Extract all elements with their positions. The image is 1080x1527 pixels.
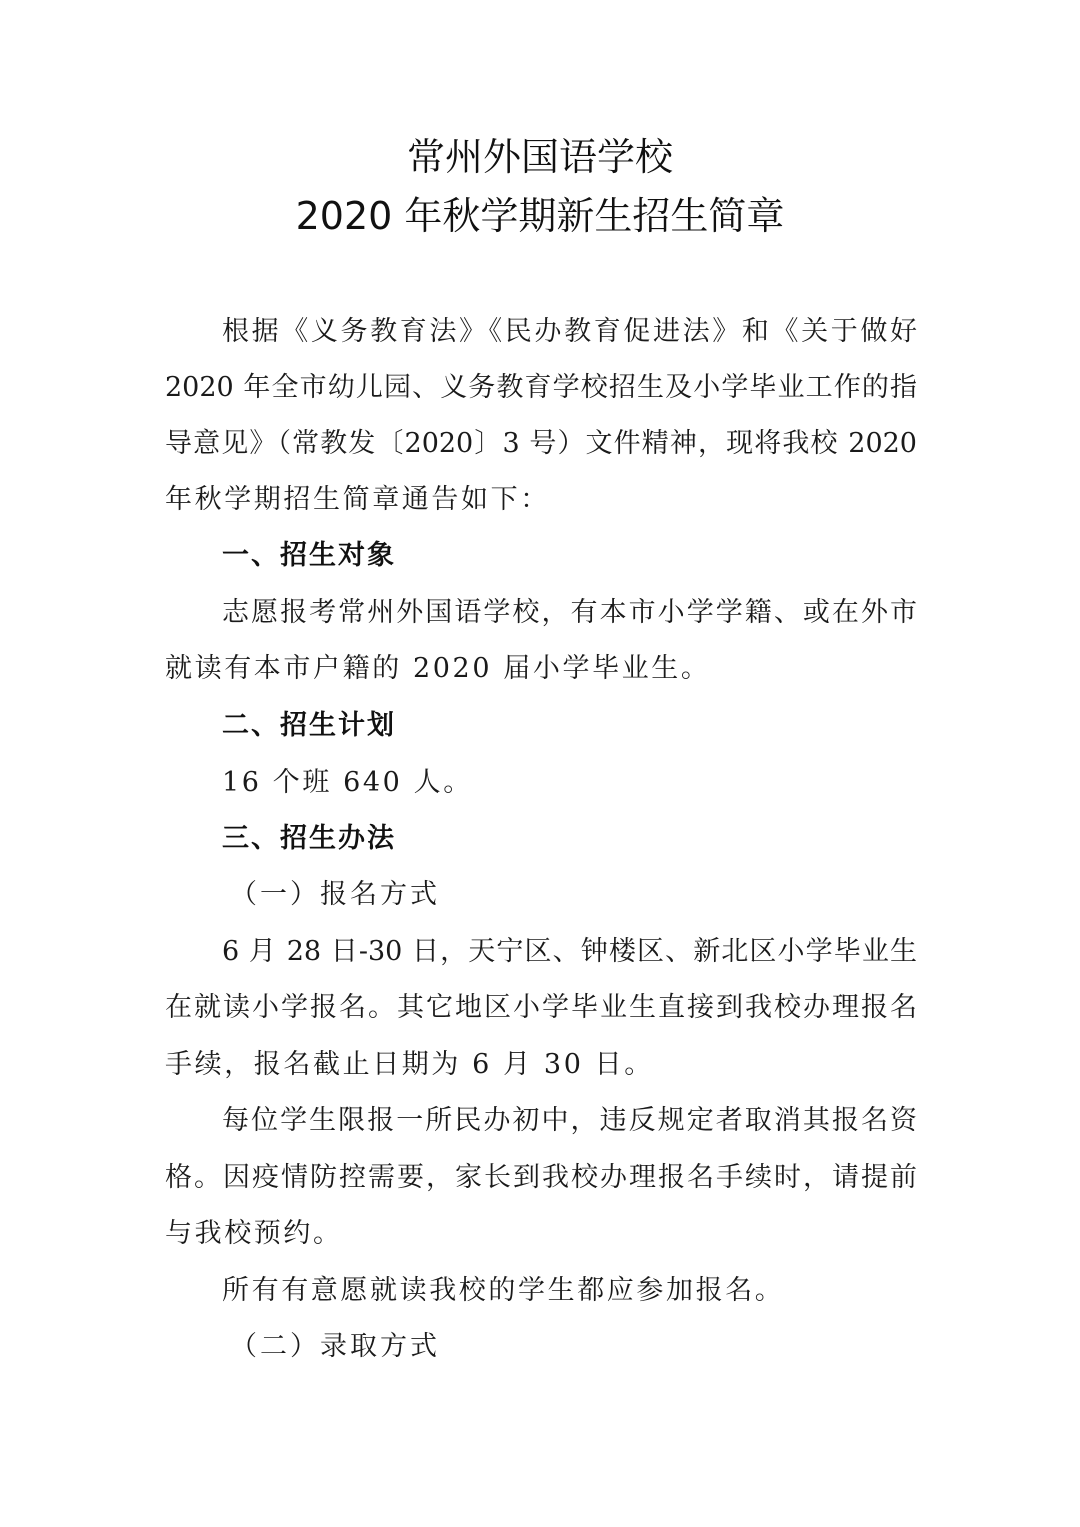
intro-line-3: 导意见》（常教发〔2020〕3 号）文件精神，现将我校 2020	[165, 428, 917, 459]
intro-line-4: 年秋学期招生简章通告如下：	[165, 484, 550, 515]
section3-sub1-heading: （一）报名方式	[230, 879, 440, 910]
section1-line-1: 志愿报考常州外国语学校，有本市小学学籍、或在外市	[222, 597, 917, 628]
section3-heading: 三、招生办法	[222, 823, 396, 854]
section3-sub1-p1-line-3: 手续，报名截止日期为 6 月 30 日。	[165, 1049, 654, 1080]
section3-sub1-p2-line-1: 每位学生限报一所民办初中，违反规定者取消其报名资	[222, 1105, 917, 1136]
section3-sub1-p2-line-3: 与我校预约。	[165, 1218, 343, 1249]
section3-sub2-heading: （二）录取方式	[230, 1331, 440, 1362]
section2-heading: 二、招生计划	[222, 710, 396, 741]
section3-sub1-p3-line-1: 所有有意愿就读我校的学生都应参加报名。	[222, 1275, 785, 1306]
intro-line-2: 2020 年全市幼儿园、义务教育学校招生及小学毕业工作的指	[165, 372, 917, 403]
section3-sub1-p1-line-2: 在就读小学报名。其它地区小学毕业生直接到我校办理报名	[165, 992, 917, 1023]
section2-line-1: 16 个班 640 人。	[222, 767, 473, 798]
section1-line-2: 就读有本市户籍的 2020 届小学毕业生。	[165, 653, 711, 684]
section1-heading: 一、招生对象	[222, 540, 396, 571]
document-title-line2: 2020 年秋学期新生招生简章	[295, 194, 785, 238]
section3-sub1-p2-line-2: 格。因疫情防控需要，家长到我校办理报名手续时，请提前	[165, 1162, 917, 1193]
section3-sub1-p1-line-1: 6 月 28 日-30 日，天宁区、钟楼区、新北区小学毕业生	[222, 936, 917, 967]
intro-line-1: 根据《义务教育法》《民办教育促进法》和《关于做好	[222, 316, 917, 347]
document-title-line1: 常州外国语学校	[406, 135, 673, 179]
